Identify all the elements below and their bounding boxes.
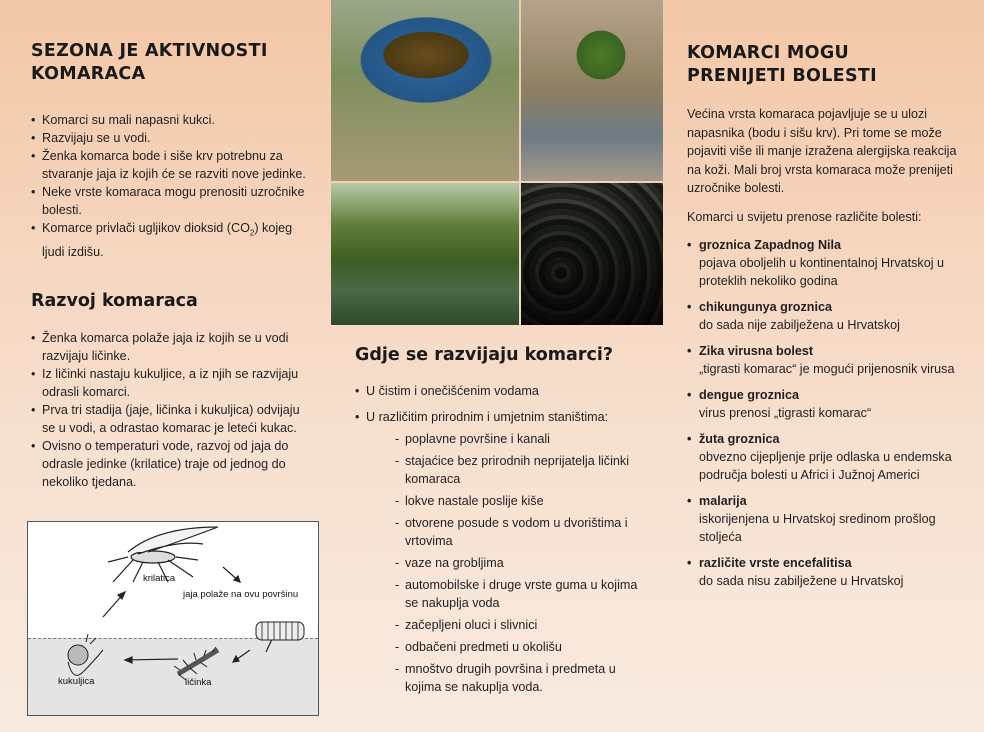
section-title-where: Gdje se razvijaju komarci? [355, 345, 614, 365]
title-line-1: SEZONA JE AKTIVNOSTI [31, 41, 268, 61]
disease-item: • različite vrste encefalitisa do sada nisu zabilježene u Hrvatskoj [687, 554, 967, 590]
habitat-item: - odbačeni predmeti u okolišu [395, 638, 645, 656]
right-column [687, 42, 967, 598]
left-column [31, 40, 316, 261]
list-item: • U čistim i onečišćenim vodama [355, 382, 655, 400]
habitat-item: - lokve nastale poslije kiše [395, 492, 645, 510]
disease-item: • Zika virusna bolest „tigrasti komarac“ je mogući prijenosnik virusa [687, 342, 967, 378]
photo-tyres [521, 183, 663, 325]
title-line-2: KOMARACA [31, 64, 146, 84]
disease-item: • žuta groznica obvezno cijepljenje prije odlaska u endemska područja bolesti u Africi i Južnoj Americi [687, 430, 967, 484]
title-line-1: KOMARCI MOGU [687, 43, 849, 63]
photo-plant-pot [521, 0, 663, 181]
habitat-item: - poplavne površine i kanali [395, 430, 645, 448]
list-item: • U različitim prirodnim i umjetnim staništima: [355, 408, 655, 426]
list-item: • Iz ličinki nastaju kukuljice, a iz njih se razvijaju odrasli komarci. [31, 365, 316, 401]
cycle-arrows [103, 567, 273, 663]
section-title-diseases [687, 42, 967, 88]
label-jaja: jaja polaže na ovu površinu [183, 589, 299, 600]
habitat-item: - vaze na grobljima [395, 554, 645, 572]
habitat-item: - automobilske i druge vrste guma u kojima se nakuplja voda [395, 576, 645, 612]
habitat-item: - začepljeni oluci i slivnici [395, 616, 645, 634]
habitat-item: - mnoštvo drugih površina i predmeta u kojima se nakuplja voda. [395, 660, 645, 696]
photo-barrel [331, 0, 519, 181]
razvoj-section [31, 291, 316, 491]
intro-paragraph-2: Komarci u svijetu prenose različite bolesti: [687, 209, 922, 224]
season-bullets [31, 111, 316, 261]
list-item: • Neke vrste komaraca mogu prenositi uzročnike bolesti. [31, 183, 316, 219]
section-title-season [31, 40, 316, 86]
eggs-icon [256, 622, 304, 640]
habitat-item: - stajaćice bez prirodnih neprijatelja ličinki komaraca [395, 452, 645, 488]
disease-item: • chikungunya groznica do sada nije zabilježena u Hrvatskoj [687, 298, 967, 334]
disease-list [687, 236, 967, 590]
label-krilatica: krilatica [143, 573, 176, 584]
label-kukuljica: kukuljica [58, 676, 95, 687]
disease-item: • dengue groznica virus prenosi „tigrasti komarac“ [687, 386, 967, 422]
disease-item: • malarija iskorijenjena u Hrvatskoj sredinom prošlog stoljeća [687, 492, 967, 546]
list-item: • Prva tri stadija (jaje, ličinka i kukuljica) odvijaju se u vodi, a odrastao komarac je leteći kukac. [31, 401, 316, 437]
middle-column [355, 345, 655, 700]
list-item: • Razvijaju se u vodi. [31, 129, 316, 147]
section-title-razvoj: Razvoj komaraca [31, 291, 198, 311]
list-item: • Ženka komarca polaže jaja iz kojih se u vodi razvijaju ličinke. [31, 329, 316, 365]
list-item: • Ovisno o temperaturi vode, razvoj od jaja do odrasle jedinke (krilatice) traje od jednog do nekoliko tjedana. [31, 437, 316, 491]
pupa-icon [68, 634, 103, 675]
photo-wetland [331, 183, 519, 325]
lifecycle-diagram [27, 521, 319, 716]
habitat-item: - otvorene posude s vodom u dvorištima i vrtovima [395, 514, 645, 550]
disease-item: • groznica Zapadnog Nila pojava oboljelih u kontinentalnoj Hrvatskoj u proteklih nekoliko godina [687, 236, 967, 290]
intro-paragraph: Većina vrsta komaraca pojavljuje se u ulozi napasnika (bodu i sišu krv). Pri tome se može pojaviti više ili manje izražena alergijska reakcija na koži. Mali broj vrsta komaraca može prenijeti uzročnike bolesti. [687, 107, 957, 195]
label-licinka: ličinka [185, 677, 212, 688]
where-bullets [355, 382, 655, 426]
list-item: • Ženka komarca bode i siše krv potrebnu za stvaranje jaja iz kojih će se razviti nove jedinke. [31, 147, 316, 183]
razvoj-bullets [31, 329, 316, 491]
list-item-co2: • Komarce privlači ugljikov dioksid $(CO_2)$ kojeg ljudi izdišu. [31, 219, 316, 261]
larva-icon [174, 647, 218, 680]
list-item: • Komarci su mali napasni kukci. [31, 111, 316, 129]
title-line-2: PRENIJETI BOLESTI [687, 66, 877, 86]
habitat-list [395, 430, 645, 696]
